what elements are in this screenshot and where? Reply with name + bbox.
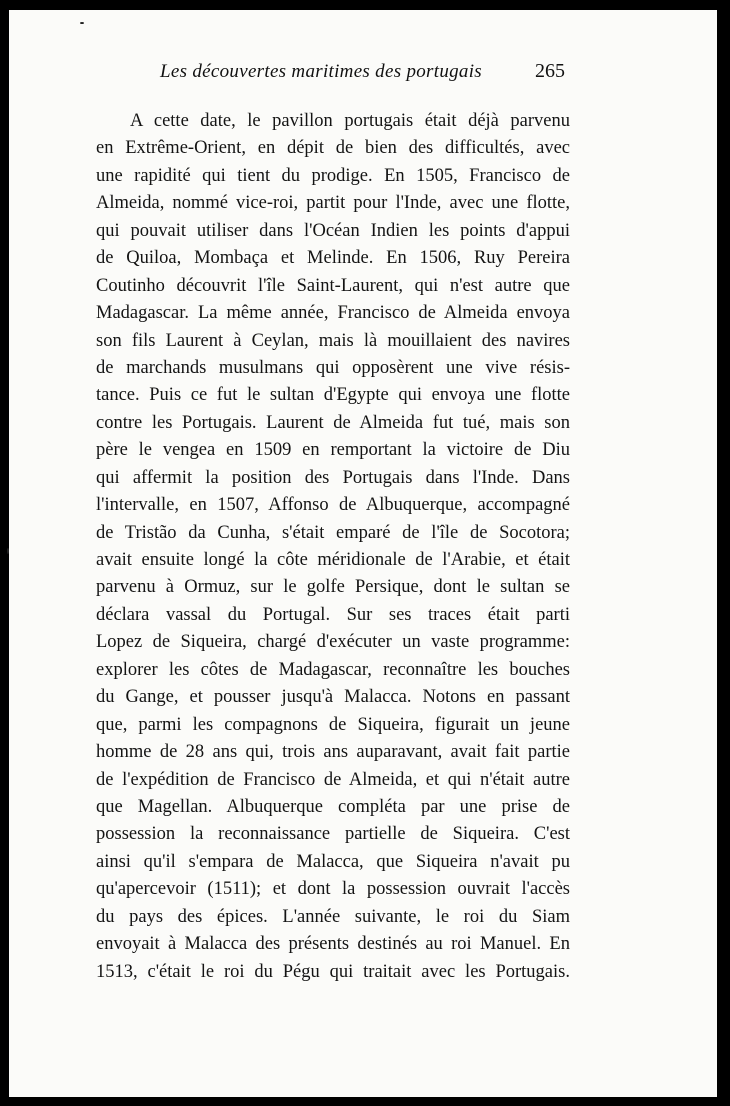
text-line: que, parmi les compagnons de Siqueira, figurait un jeune <box>96 714 570 735</box>
text-line: ainsi qu'il s'empara de Malacca, que Siqueira n'avait pu <box>96 851 570 872</box>
text-line: une rapidité qui tient du prodige. En 1505, Francisco de <box>96 165 570 186</box>
text-line: A cette date, le pavillon portugais était déjà parvenu <box>130 111 570 131</box>
text-line: Coutinho découvrit l'île Saint-Laurent, qui n'est autre que <box>96 275 570 296</box>
text-line: avait ensuite longé la côte méridionale de l'Arabie, et était <box>96 550 570 570</box>
text-line: déclara vassal du Portugal. Sur ses traces était parti <box>96 604 570 625</box>
text-line: de marchands musulmans qui opposèrent une vive résis- <box>96 357 570 378</box>
text-line: en Extrême-Orient, en dépit de bien des difficultés, avec <box>96 138 570 159</box>
text-line: père le vengea en 1509 en remportant la victoire de Diu <box>96 440 570 461</box>
ink-speck <box>7 548 9 554</box>
text-line: envoyait à Malacca des présents destinés au roi Manuel. En <box>96 934 570 955</box>
running-header-title: Les découvertes maritimes des portugais <box>160 61 482 82</box>
text-line: de Tristão da Cunha, s'était emparé de l'île de Socotora; <box>96 522 570 543</box>
text-line: du pays des épices. L'année suivante, le roi du Siam <box>96 906 570 927</box>
text-line: contre les Portugais. Laurent de Almeida fut tué, mais son <box>96 412 570 433</box>
text-line: de Quiloa, Mombaça et Melinde. En 1506, Ruy Pereira <box>96 248 570 269</box>
text-line: qu'apercevoir (1511); et dont la possession ouvrait l'accès <box>96 879 570 900</box>
text-line: l'intervalle, en 1507, Affonso de Albuquerque, accompagné <box>96 495 570 516</box>
text-line: 1513, c'était le roi du Pégu qui traitait avec les Portugais. <box>96 961 570 982</box>
text-line: qui affermit la position des Portugais dans l'Inde. Dans <box>96 467 570 488</box>
page-number: 265 <box>535 60 565 82</box>
text-line: que Magellan. Albuquerque compléta par une prise de <box>96 796 570 817</box>
text-line: de l'expédition de Francisco de Almeida, et qui n'était autre <box>96 769 570 790</box>
ink-speck <box>80 22 84 24</box>
text-line: parvenu à Ormuz, sur le golfe Persique, dont le sultan se <box>96 577 570 598</box>
text-line: homme de 28 ans qui, trois ans auparavant, avait fait partie <box>96 742 570 763</box>
body-paragraph <box>96 108 570 986</box>
text-line: du Gange, et pousser jusqu'à Malacca. Notons en passant <box>96 687 570 708</box>
text-line: explorer les côtes de Madagascar, reconnaître les bouches <box>96 659 570 680</box>
text-line: Lopez de Siqueira, chargé d'exécuter un vaste programme: <box>96 632 570 653</box>
text-line: son fils Laurent à Ceylan, mais là mouillaient des navires <box>96 330 570 351</box>
text-line: possession la reconnaissance partielle de Siqueira. C'est <box>96 824 570 845</box>
text-line: Madagascar. La même année, Francisco de Almeida envoya <box>96 303 570 324</box>
text-line: Almeida, nommé vice-roi, partit pour l'Inde, avec une flotte, <box>96 193 570 214</box>
text-line: tance. Puis ce fut le sultan d'Egypte qui envoya une flotte <box>96 385 570 406</box>
text-line: qui pouvait utiliser dans l'Océan Indien les points d'appui <box>96 220 570 241</box>
